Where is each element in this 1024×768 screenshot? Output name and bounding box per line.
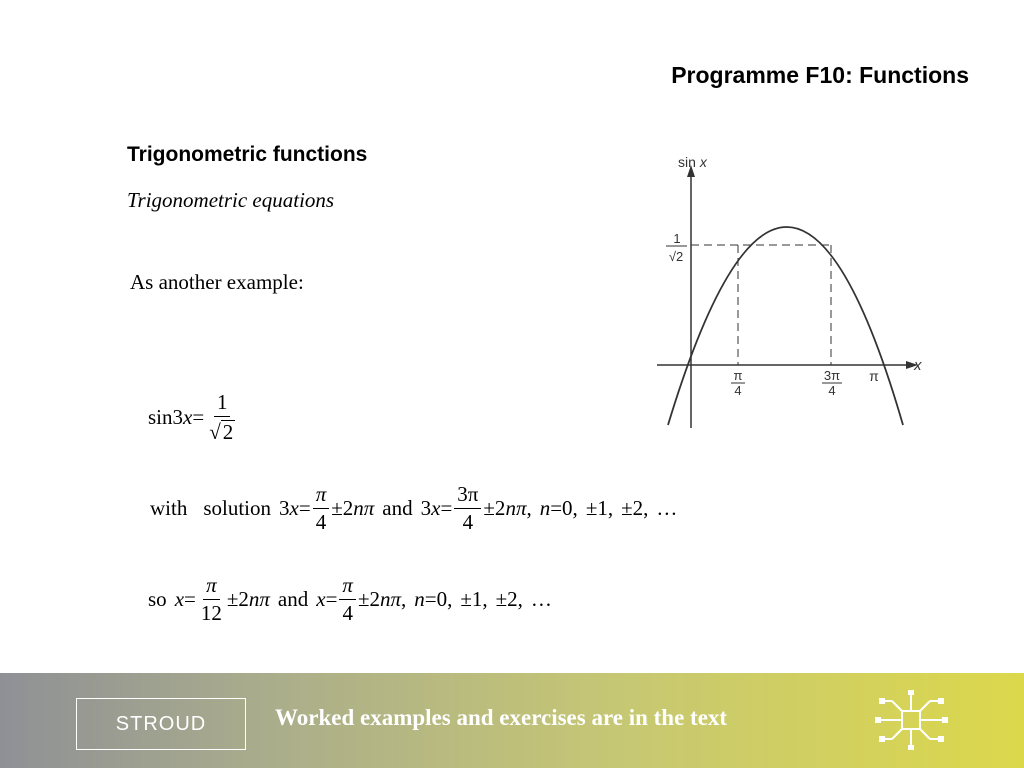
eq3-fraction-2 <box>339 575 356 624</box>
eq2-f2-num: 3π <box>454 484 481 509</box>
eq3-pm-one: ±1, <box>460 587 488 611</box>
eq2-equals2: = <box>440 496 453 520</box>
eq1-fraction <box>206 392 238 443</box>
equation-3 <box>148 575 552 624</box>
eq3-equals1: = <box>184 587 196 611</box>
section-title: Trigonometric functions <box>127 143 368 166</box>
eq2-f2-den: 4 <box>462 510 474 534</box>
eq3-n1: n <box>248 587 260 611</box>
eq2-pm2: ±2 <box>483 496 506 520</box>
eq3-x2: x <box>316 587 326 611</box>
eq1-numerator: 1 <box>214 392 231 417</box>
eq2-n1: n <box>353 496 364 520</box>
eq2-and: and <box>382 496 413 520</box>
eq3-f2-num: π <box>339 575 356 600</box>
x-tick-1-numerator: π <box>733 368 743 383</box>
eq3-n-eq: =0, <box>424 587 453 611</box>
eq3-ellipsis: … <box>530 587 552 611</box>
eq2-f1-num: π <box>313 484 330 509</box>
eq3-f2-den: 4 <box>342 601 353 625</box>
y-tick-denominator: √2 <box>668 249 684 264</box>
eq2-ellipsis: … <box>656 496 678 520</box>
eq2-coef2: 3 <box>420 496 432 520</box>
eq1-denominator <box>206 417 238 443</box>
circuit-logo-icon <box>870 688 954 752</box>
equation-1 <box>148 392 240 443</box>
eq2-solution: solution <box>203 496 272 520</box>
y-tick-numerator: 1 <box>673 231 681 246</box>
eq3-pm-two: ±2, <box>495 587 523 611</box>
eq3-and: and <box>277 587 309 611</box>
intro-text: As another example: <box>130 270 304 294</box>
eq3-x1: x <box>174 587 185 611</box>
footer-text: Worked examples and exercises are in the text <box>275 705 728 730</box>
eq1-sin: sin <box>148 405 173 429</box>
eq3-n3: n <box>414 587 425 611</box>
eq3-f1-num: π <box>203 575 220 600</box>
eq3-f1-den: 12 <box>200 601 222 625</box>
eq2-fraction-1 <box>313 484 330 533</box>
equation-2 <box>150 484 677 533</box>
eq3-pi1: π <box>259 587 270 611</box>
eq2-pm-two: ±2, <box>621 496 649 520</box>
x-tick-2-numerator: 3π <box>823 368 841 383</box>
page-title: Programme F10: Functions <box>671 62 969 88</box>
subsection-title: Trigonometric equations <box>127 188 335 212</box>
eq3-pm1: ±2 <box>226 587 249 611</box>
sine-curve <box>668 227 903 425</box>
eq1-x: x <box>183 405 193 429</box>
eq2-coef1: 3 <box>279 496 290 520</box>
brand-badge: STROUD <box>76 698 246 750</box>
eq2-equals1: = <box>298 496 311 520</box>
eq2-pm1: ±2 <box>331 496 354 520</box>
eq2-pi1: π <box>363 496 375 520</box>
eq2-fraction-2 <box>454 484 481 533</box>
eq2-comma: , <box>526 496 532 520</box>
eq1-radicand: 2 <box>222 420 234 444</box>
eq3-so: so <box>148 587 167 611</box>
eq3-pi2: π <box>390 587 402 611</box>
eq3-comma: , <box>401 587 407 611</box>
footer-bar <box>0 673 1024 768</box>
x-tick-1-denominator: 4 <box>734 383 742 398</box>
eq2-with: with <box>150 496 188 520</box>
eq1-equals: = <box>192 405 205 429</box>
eq2-f1-den: 4 <box>315 510 327 534</box>
eq2-x2: x <box>431 496 441 520</box>
eq1-sqrt <box>209 420 235 443</box>
eq3-equals2: = <box>325 587 338 611</box>
y-label-var: x <box>699 154 707 170</box>
eq2-pi2: π <box>515 496 527 520</box>
eq2-pm-one: ±1, <box>585 496 614 520</box>
eq2-x1: x <box>289 496 299 520</box>
eq2-n3: n <box>539 496 551 520</box>
sqrt-sign: √ <box>209 420 221 444</box>
eq3-fraction-1 <box>198 575 225 624</box>
eq3-pm2: ±2 <box>357 587 380 611</box>
y-label-fn: sin <box>678 154 696 170</box>
eq3-n2: n <box>379 587 391 611</box>
eq1-arg: 3 <box>172 405 184 429</box>
sine-graph <box>650 145 940 430</box>
eq2-n2: n <box>505 496 516 520</box>
y-axis-label <box>678 154 708 170</box>
x-axis-label: x <box>914 357 922 374</box>
eq2-n-eq: =0, <box>550 496 578 520</box>
x-tick-2-denominator: 4 <box>828 383 836 398</box>
x-tick-3: π <box>869 368 879 384</box>
